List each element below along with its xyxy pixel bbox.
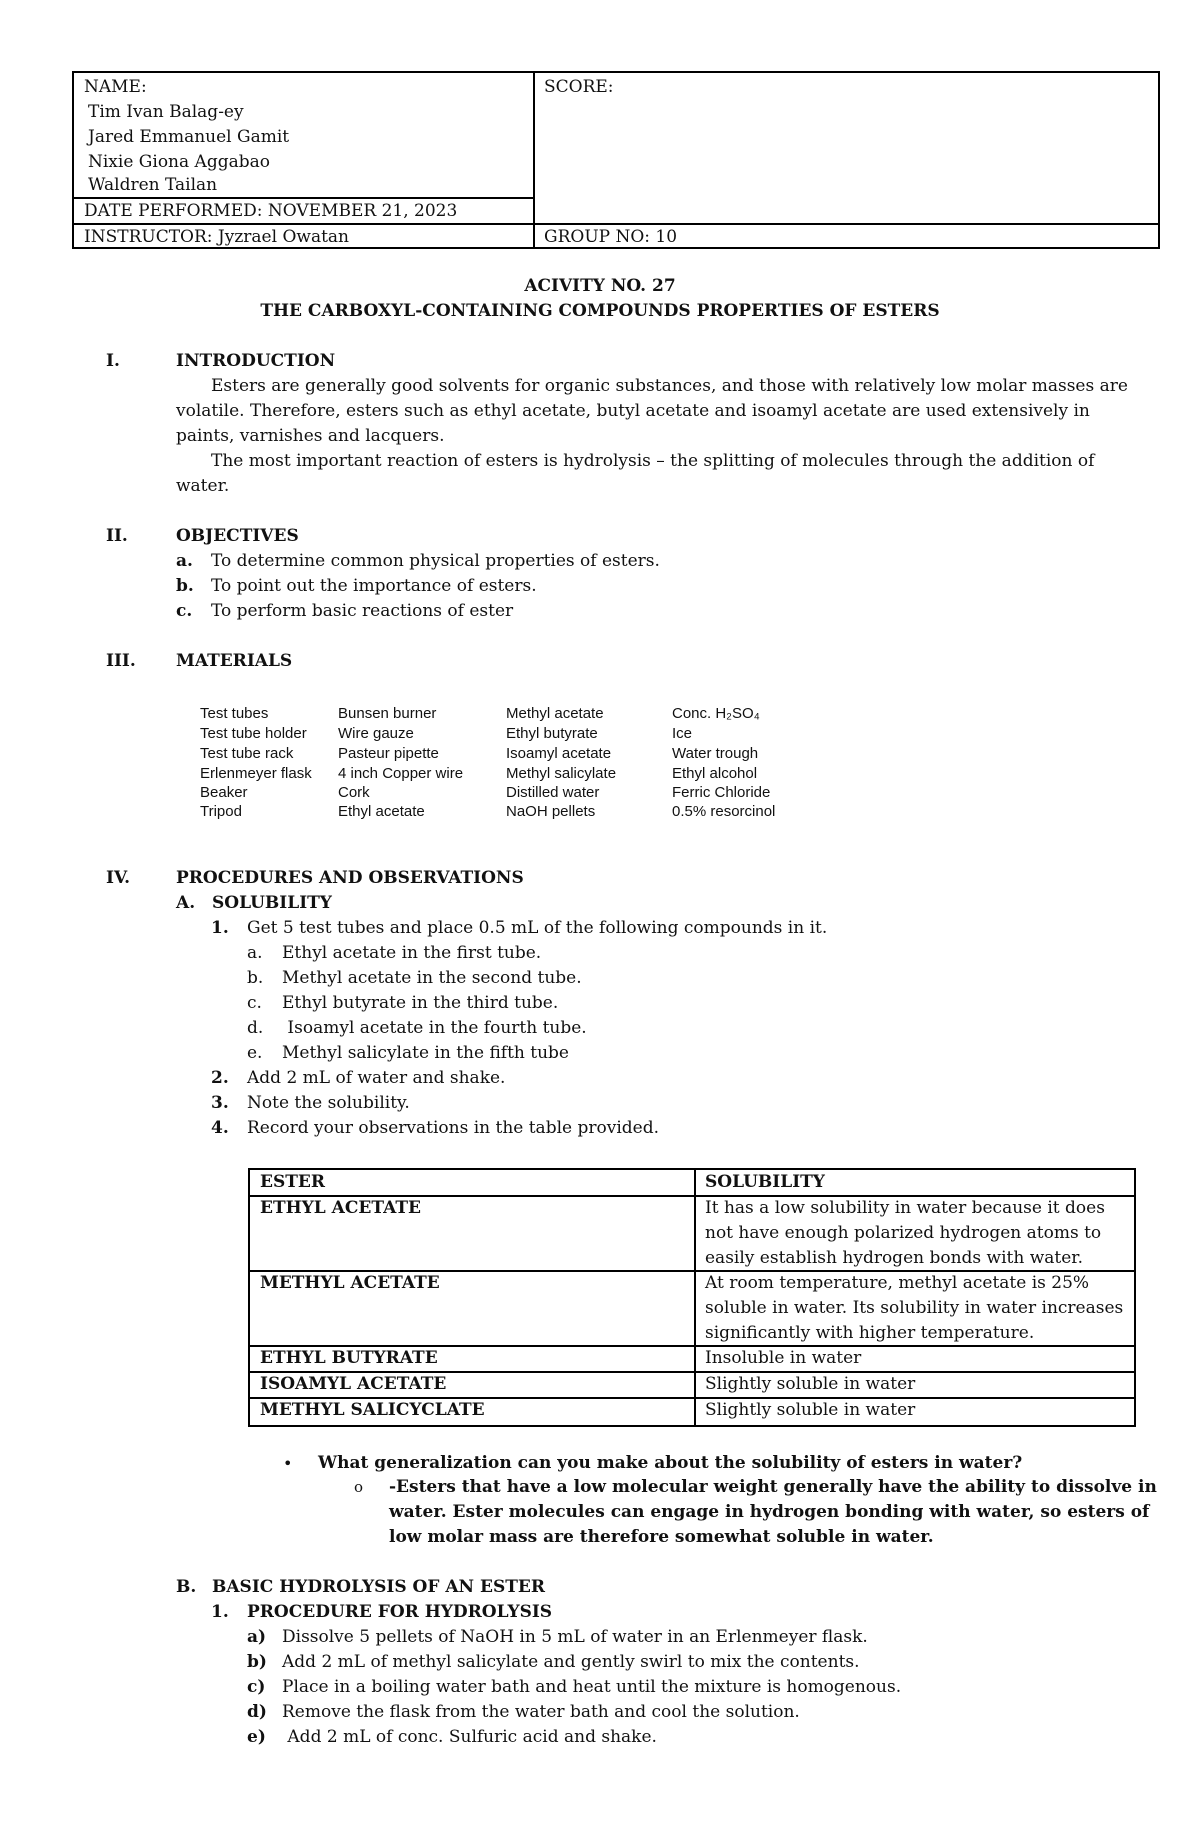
table-header: ESTER: [260, 1172, 325, 1192]
objective-letter: c.: [176, 601, 193, 621]
ester-name: METHYL SALICYCLATE: [260, 1400, 485, 1420]
sub-step-text: Methyl acetate in the second tube.: [282, 968, 582, 988]
material-item: Ethyl butyrate: [506, 725, 598, 742]
sub-step-letter: d.: [247, 1018, 264, 1038]
material-item: Test tube rack: [200, 745, 294, 762]
answer-line: water. Ester molecules can engage in hydrogen bonding with water, so esters of: [389, 1502, 1150, 1522]
introduction-line: Esters are generally good solvents for organic substances, and those with relatively low molar masses are: [211, 376, 1128, 396]
score-label: SCORE:: [544, 77, 614, 97]
sub-step-letter: c.: [247, 993, 262, 1013]
material-item: Ice: [672, 725, 693, 742]
material-item: Distilled water: [506, 784, 600, 801]
step-text: Get 5 test tubes and place 0.5 mL of the following compounds in it.: [247, 918, 828, 938]
activity-title: ACIVITY NO. 27: [524, 276, 676, 296]
section-numeral: III.: [106, 651, 136, 671]
solubility-value: Insoluble in water: [705, 1348, 862, 1368]
introduction-line: paints, varnishes and lacquers.: [176, 426, 445, 446]
hydrolysis-step-letter: d): [247, 1702, 267, 1722]
hydrolysis-step-text: Add 2 mL of conc. Sulfuric acid and shake.: [282, 1727, 657, 1747]
step-number: 4.: [211, 1118, 229, 1138]
material-item: Ferric Chloride: [672, 784, 771, 801]
table-divider: [694, 1170, 696, 1425]
section-b-heading: BASIC HYDROLYSIS OF AN ESTER: [212, 1577, 545, 1597]
hydrolysis-step-text: Add 2 mL of methyl salicylate and gently swirl to mix the contents.: [282, 1652, 860, 1672]
section-a-label: A.: [176, 893, 196, 913]
section-b-label: B.: [176, 1577, 197, 1597]
group-no: GROUP NO: 10: [544, 227, 678, 247]
member-name: Jared Emmanuel Gamit: [88, 127, 290, 147]
objective-text: To point out the importance of esters.: [211, 576, 537, 596]
name-label: NAME:: [84, 77, 147, 97]
bullet-icon: •: [283, 1454, 293, 1473]
header-table: [72, 71, 1160, 249]
hydrolysis-step-text: Dissolve 5 pellets of NaOH in 5 mL of water in an Erlenmeyer flask.: [282, 1627, 868, 1647]
table-header: SOLUBILITY: [705, 1172, 825, 1192]
material-item: 4 inch Copper wire: [338, 765, 464, 782]
hydrolysis-step-text: Place in a boiling water bath and heat until the mixture is homogenous.: [282, 1677, 902, 1697]
step-number: 1.: [211, 918, 229, 938]
step-text: Add 2 mL of water and shake.: [247, 1068, 506, 1088]
hydrolysis-step-letter: e): [247, 1727, 266, 1747]
solubility-value: It has a low solubility in water because it does not have enough polarized hydrogen atoms to easily establish hydrogen bonds with water.: [705, 1198, 1105, 1268]
introduction-heading: INTRODUCTION: [176, 351, 336, 371]
material-item: NaOH pellets: [506, 803, 596, 820]
sub-step-letter: e.: [247, 1043, 263, 1063]
step-text: Record your observations in the table provided.: [247, 1118, 659, 1138]
step-number: 2.: [211, 1068, 229, 1088]
introduction-line: water.: [176, 476, 230, 496]
date-performed: DATE PERFORMED: NOVEMBER 21, 2023: [84, 201, 458, 221]
introduction-line: volatile. Therefore, esters such as ethyl acetate, butyl acetate and isoamyl acetate are used extensively in: [176, 401, 1090, 421]
hydrolysis-step-letter: c): [247, 1677, 266, 1697]
solubility-table: [248, 1168, 1136, 1427]
ester-name: ETHYL BUTYRATE: [260, 1348, 438, 1368]
material-item: Cork: [338, 784, 370, 801]
activity-subtitle: THE CARBOXYL-CONTAINING COMPOUNDS PROPERTIES OF ESTERS: [260, 301, 940, 321]
step-text: Note the solubility.: [247, 1093, 410, 1113]
sub-bullet-icon: o: [354, 1478, 364, 1496]
hydrolysis-step-letter: b): [247, 1652, 267, 1672]
generalization-question: What generalization can you make about the solubility of esters in water?: [318, 1453, 1023, 1473]
hydrolysis-heading: PROCEDURE FOR HYDROLYSIS: [247, 1602, 553, 1622]
sub-step-letter: a.: [247, 943, 263, 963]
objectives-heading: OBJECTIVES: [176, 526, 299, 546]
sub-step-text: Ethyl acetate in the first tube.: [282, 943, 542, 963]
member-name: Waldren Tailan: [88, 175, 218, 195]
sub-step-text: Isoamyl acetate in the fourth tube.: [282, 1018, 587, 1038]
material-item: Ethyl acetate: [338, 803, 425, 820]
material-item: Test tube holder: [200, 725, 307, 742]
material-item: Ethyl alcohol: [672, 765, 758, 782]
sub-step-letter: b.: [247, 968, 264, 988]
material-item: Beaker: [200, 784, 248, 801]
member-name: Tim Ivan Balag-ey: [88, 102, 244, 122]
sub-step-text: Ethyl butyrate in the third tube.: [282, 993, 559, 1013]
solubility-value: At room temperature, methyl acetate is 25% soluble in water. Its solubility in water increases significantly with higher temperature.: [705, 1273, 1124, 1343]
hydrolysis-step-text: Remove the flask from the water bath and cool the solution.: [282, 1702, 800, 1722]
material-item: Bunsen burner: [338, 705, 437, 722]
materials-heading: MATERIALS: [176, 651, 293, 671]
ester-name: METHYL ACETATE: [260, 1273, 440, 1293]
material-item: Methyl salicylate: [506, 765, 617, 782]
material-item: Test tubes: [200, 705, 269, 722]
header-divider: [533, 73, 535, 247]
section-numeral: II.: [106, 526, 128, 546]
step-number: 3.: [211, 1093, 229, 1113]
material-item: Methyl acetate: [506, 705, 604, 722]
objective-text: To determine common physical properties of esters.: [211, 551, 660, 571]
section-a-heading: SOLUBILITY: [212, 893, 332, 913]
answer-line: low molar mass are therefore somewhat soluble in water.: [389, 1527, 934, 1547]
step-number: 1.: [211, 1602, 229, 1622]
objective-text: To perform basic reactions of ester: [211, 601, 514, 621]
material-item: Conc. H₂SO₄: [672, 705, 760, 722]
sub-step-text: Methyl salicylate in the fifth tube: [282, 1043, 569, 1063]
material-item: Isoamyl acetate: [506, 745, 612, 762]
section-numeral: IV.: [106, 868, 131, 888]
material-item: 0.5% resorcinol: [672, 803, 776, 820]
material-item: Pasteur pipette: [338, 745, 439, 762]
material-item: Tripod: [200, 803, 242, 820]
member-name: Nixie Giona Aggabao: [88, 152, 270, 172]
introduction-line: The most important reaction of esters is hydrolysis – the splitting of molecules through the addition of: [211, 451, 1095, 471]
instructor: INSTRUCTOR: Jyzrael Owatan: [84, 227, 349, 247]
hydrolysis-step-letter: a): [247, 1627, 267, 1647]
ester-name: ETHYL ACETATE: [260, 1198, 421, 1218]
section-numeral: I.: [106, 351, 120, 371]
procedures-heading: PROCEDURES AND OBSERVATIONS: [176, 868, 524, 888]
solubility-value: Slightly soluble in water: [705, 1374, 916, 1394]
solubility-value: Slightly soluble in water: [705, 1400, 916, 1420]
objective-letter: b.: [176, 576, 194, 596]
ester-name: ISOAMYL ACETATE: [260, 1374, 447, 1394]
material-item: Erlenmeyer flask: [200, 765, 312, 782]
answer-line: -Esters that have a low molecular weight generally have the ability to dissolve in: [389, 1477, 1157, 1497]
objective-letter: a.: [176, 551, 193, 571]
material-item: Wire gauze: [338, 725, 414, 742]
material-item: Water trough: [672, 745, 759, 762]
